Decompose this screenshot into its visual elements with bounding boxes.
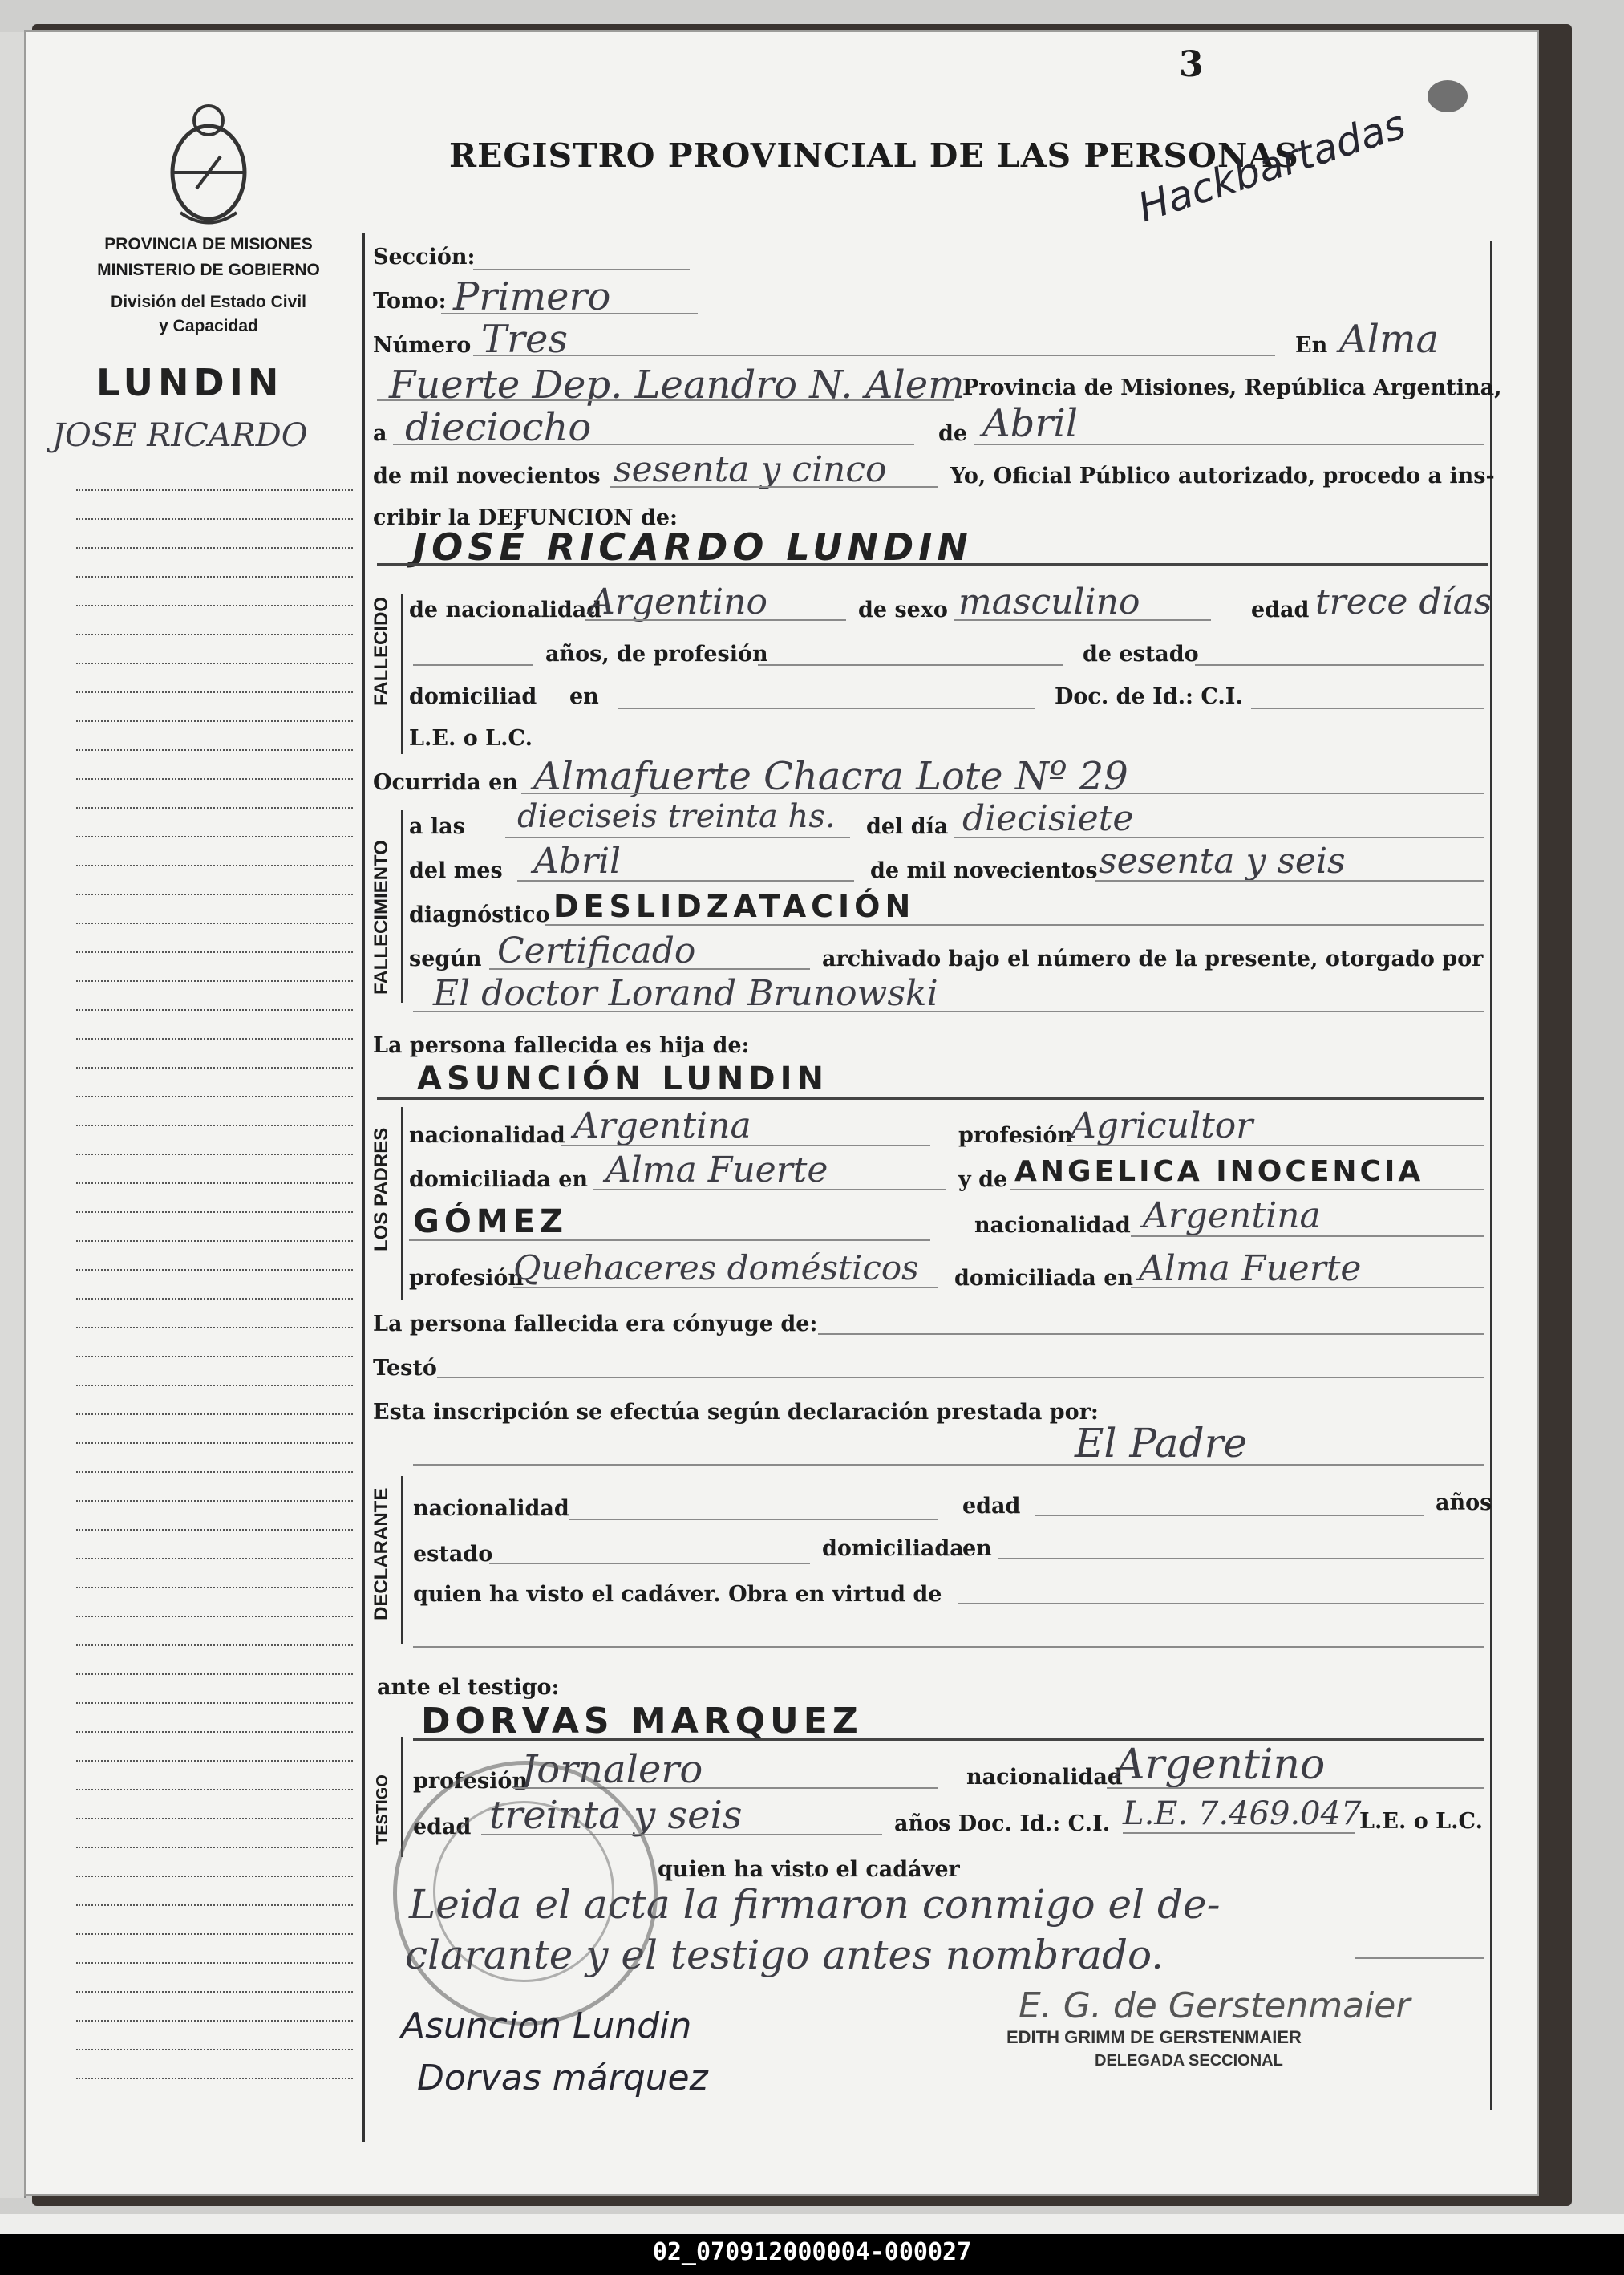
oficial-label: Yo, Oficial Público autorizado, procedo a ins- — [950, 464, 1495, 489]
margin-rule-line — [76, 691, 353, 693]
margin-rule-line — [76, 1616, 353, 1617]
margin-given-names: JOSE RICARDO — [52, 417, 308, 454]
anio-value: sesenta y seis — [1099, 841, 1346, 882]
testigo-doc-value: L.E. 7.469.047 — [1123, 1795, 1362, 1832]
testigo-doc-line — [1123, 1832, 1355, 1834]
margin-rule-line — [76, 1327, 353, 1328]
dia-value: diecisiete — [962, 798, 1134, 839]
page-title: REGISTRO PROVINCIAL DE LAS PERSONAS — [449, 136, 1299, 175]
padres-nacionalidad-label: nacionalidad — [409, 1123, 565, 1148]
domicilio-en-label: en — [569, 684, 599, 709]
margin-rule-line — [76, 1125, 353, 1126]
margin-rule-line — [76, 1298, 353, 1300]
hora-label: a las — [409, 814, 465, 839]
day-line — [393, 444, 914, 445]
segun-label: según — [409, 947, 482, 971]
dia-line — [954, 837, 1484, 838]
mes-label: del mes — [409, 858, 503, 883]
day-value: dieciocho — [405, 405, 592, 450]
margin-rule-line — [76, 1962, 353, 1964]
testigo-name: DORVAS MARQUEZ — [421, 1701, 863, 1742]
declarante-bracket — [401, 1476, 403, 1644]
signature-father: Asuncion Lundin — [401, 2005, 692, 2046]
seccion-line — [473, 269, 690, 270]
year-label: de mil novecientos — [373, 464, 601, 489]
anio-label: de mil novecientos — [870, 858, 1098, 883]
margin-rule-line — [76, 1240, 353, 1242]
margin-rule-line — [76, 1529, 353, 1531]
madre-name1: ANGELICA INOCENCIA — [1014, 1155, 1424, 1188]
margin-rule-line — [76, 1991, 353, 1993]
padres-section: LOS PADRES — [371, 1127, 392, 1251]
ocurrida-line — [521, 793, 1484, 794]
testigo-nacionalidad-value: Argentino — [1115, 1741, 1326, 1789]
margin-rule-line — [76, 1067, 353, 1069]
madre-yde-label: y de — [958, 1167, 1008, 1192]
domicilio-line — [618, 708, 1035, 709]
margin-rule-line — [76, 2049, 353, 2050]
margin-rule-line — [76, 605, 353, 606]
org-province: PROVINCIA DE MISIONES — [104, 235, 313, 253]
margin-rule-line — [76, 1904, 353, 1906]
fallecimiento-section: FALLECIMIENTO — [371, 840, 392, 995]
madre-nacionalidad-label: nacionalidad — [974, 1213, 1131, 1238]
margin-rule-line — [76, 1587, 353, 1588]
margin-rule-line — [76, 1154, 353, 1155]
medico-value: El doctor Lorand Brunowski — [433, 973, 938, 1014]
testigo-doc-label: años Doc. Id.: C.I. — [894, 1811, 1111, 1836]
org-ministry: MINISTERIO DE GOBIERNO — [97, 261, 320, 279]
margin-rule-line — [76, 1702, 353, 1704]
mes-line — [517, 880, 854, 882]
segun-line — [489, 968, 810, 970]
margin-rule-line — [76, 749, 353, 751]
declarante-edad-line — [1035, 1515, 1424, 1516]
testigo-profesion-label: profesión — [413, 1769, 529, 1794]
margin-rule-line — [76, 1500, 353, 1502]
margin-rule-line — [76, 518, 353, 520]
margin-surname: LUNDIN — [96, 361, 284, 404]
madre-domicilio-value: Alma Fuerte — [1139, 1248, 1362, 1289]
padres-domicilio-label: domiciliada en — [409, 1167, 589, 1192]
madre-line1 — [1010, 1189, 1484, 1190]
declarante-line — [413, 1464, 1484, 1466]
padres-profesion-label: profesión — [958, 1123, 1074, 1148]
right-border — [1490, 241, 1492, 2110]
declarante-estado-label: estado — [413, 1542, 493, 1567]
nacionalidad-label: de nacionalidad — [409, 598, 602, 622]
sexo-value: masculino — [958, 582, 1140, 622]
tomo-label: Tomo: — [373, 289, 447, 314]
dia-label: del día — [866, 814, 949, 839]
visto-label: quien ha visto el cadáver. Obra en virtud de — [413, 1582, 942, 1607]
declarante-section: DECLARANTE — [371, 1487, 392, 1620]
inscribir-label: cribir la DEFUNCION de: — [373, 505, 678, 530]
margin-rule-line — [76, 1413, 353, 1415]
virtud-line — [958, 1603, 1484, 1604]
declarante-nacionalidad-line — [569, 1519, 938, 1520]
anios-label: años, de profesión — [545, 642, 768, 667]
testigo-bracket — [401, 1737, 403, 1857]
ocurrida-value: Almafuerte Chacra Lote Nº 29 — [533, 754, 1128, 799]
year-value: sesenta y cinco — [614, 449, 887, 490]
tomo-line — [441, 313, 698, 314]
fallecido-section: FALLECIDO — [371, 597, 392, 706]
diagnostico-label: diagnóstico — [409, 902, 550, 927]
declarante-value: El Padre — [1075, 1420, 1248, 1466]
testigo-profesion-value: Jornalero — [521, 1747, 703, 1792]
le-label: L.E. o L.C. — [409, 726, 533, 751]
place-line2: Fuerte Dep. Leandro N. Alem — [389, 363, 965, 408]
testigo-section: TESTIGO — [374, 1774, 391, 1845]
declarante-domicilio-line — [998, 1558, 1484, 1559]
fallecido-bracket — [401, 594, 403, 754]
testigo-visto-label: quien ha visto el cadáver — [658, 1857, 960, 1882]
testo-line — [437, 1377, 1484, 1378]
medico-line — [413, 1011, 1484, 1012]
tomo-value: Primero — [453, 274, 611, 319]
padres-profesion-value: Agricultor — [1071, 1105, 1253, 1146]
margin-rule-line — [76, 1818, 353, 1819]
margin-rule-line — [76, 1385, 353, 1386]
margin-rule-line — [76, 634, 353, 635]
declarante-nacionalidad-label: nacionalidad — [413, 1496, 569, 1521]
ink-blot — [1428, 80, 1468, 112]
padres-domicilio-value: Alma Fuerte — [605, 1150, 828, 1190]
hora-value: dieciseis treinta hs. — [517, 798, 836, 835]
header-signature: Hackbartadas — [1132, 100, 1411, 231]
estado-line — [1195, 664, 1484, 666]
padre-name: ASUNCIÓN LUNDIN — [417, 1060, 828, 1097]
margin-rule-line — [76, 1471, 353, 1473]
declarante-extra-line — [413, 1646, 1484, 1648]
ocurrida-label: Ocurrida en — [373, 770, 518, 795]
edad-label: edad — [1251, 598, 1310, 622]
conyuge-line — [818, 1333, 1484, 1335]
margin-rule-line — [76, 2020, 353, 2022]
declarante-domiciliada-label: domiciliada — [822, 1536, 964, 1561]
madre-profesion-label: profesión — [409, 1266, 524, 1291]
diagnostico-value: DESLIDZATACIÓN — [553, 889, 916, 924]
margin-column — [52, 0, 353, 2166]
declarante-en-label: en — [962, 1536, 992, 1561]
signature-witness: Dorvas márquez — [417, 2058, 708, 2099]
margin-rule-line — [76, 2078, 353, 2079]
place-line1: Alma — [1339, 317, 1440, 362]
numero-label: Número — [373, 333, 472, 358]
official-seal-title: DELEGADA SECCIONAL — [1095, 2052, 1283, 2070]
margin-rule-line — [76, 980, 353, 982]
margin-rule-line — [76, 865, 353, 866]
padres-intro: La persona fallecida es hija de: — [373, 1033, 750, 1058]
madre-profesion-value: Quehaceres domésticos — [513, 1248, 919, 1288]
image-id: 02_070912000004-000027 — [652, 2238, 972, 2266]
page-edge — [0, 32, 26, 2198]
anios-line — [413, 664, 533, 666]
nacionalidad-value: Argentino — [589, 582, 767, 622]
year-line — [610, 486, 938, 488]
doc-label: Doc. de Id.: C.I. — [1055, 684, 1243, 709]
madre-name2: GÓMEZ — [413, 1203, 568, 1240]
testigo-edad-label: edad — [413, 1815, 472, 1839]
margin-rule-line — [76, 1731, 353, 1733]
margin-rule-line — [76, 807, 353, 809]
declaracion-label: Esta inscripción se efectúa según declaración prestada por: — [373, 1400, 1099, 1425]
en-label: En — [1295, 333, 1328, 358]
padres-nacionalidad-value: Argentina — [573, 1105, 751, 1146]
madre-nacionalidad-value: Argentina — [1143, 1195, 1321, 1236]
margin-rule-line — [76, 663, 353, 664]
anio-line — [1095, 880, 1484, 882]
madre-domicilio-label: domiciliada en — [954, 1266, 1134, 1291]
madre-nacionalidad-line — [1131, 1235, 1484, 1237]
margin-rule-line — [76, 951, 353, 953]
month-value: Abril — [982, 401, 1079, 446]
seccion-label: Sección: — [373, 245, 476, 270]
margin-rule-line — [76, 1182, 353, 1184]
margin-rule-line — [76, 1847, 353, 1848]
declarante-anios-label: años — [1436, 1490, 1492, 1515]
testigo-nacionalidad-label: nacionalidad — [966, 1765, 1123, 1790]
a-label: a — [373, 421, 387, 446]
margin-rule-line — [76, 1009, 353, 1011]
padres-nacionalidad-line — [561, 1145, 930, 1146]
estado-label: de estado — [1083, 642, 1199, 667]
margin-rule-line — [76, 894, 353, 895]
deceased-name: JOSÉ RICARDO LUNDIN — [413, 525, 973, 569]
margin-rule-line — [76, 1876, 353, 1877]
margin-rule-line — [76, 1673, 353, 1675]
padre-line — [377, 1097, 1484, 1100]
profesion-line — [758, 664, 1063, 666]
margin-rule-line — [76, 576, 353, 578]
testigo-edad-value: treinta y seis — [489, 1793, 743, 1838]
padres-bracket — [401, 1107, 403, 1300]
margin-rule-line — [76, 923, 353, 924]
official-seal-name: EDITH GRIMM DE GERSTENMAIER — [1006, 2027, 1302, 2047]
margin-rule-line — [76, 489, 353, 491]
org-division: División del Estado Civil — [111, 293, 306, 311]
sexo-line — [954, 619, 1211, 621]
cierre-line1: Leida el acta la firmaron conmigo el de- — [409, 1881, 1221, 1928]
padres-domicilio-line — [593, 1189, 946, 1190]
place-line — [377, 399, 954, 401]
numero-line — [473, 355, 1275, 356]
margin-rule-line — [76, 1558, 353, 1559]
margin-rule-line — [76, 1211, 353, 1213]
margin-rule-line — [76, 1789, 353, 1790]
page-number: 3 — [1179, 44, 1204, 85]
madre-profesion-line — [513, 1287, 938, 1288]
mes-value: Abril — [533, 841, 622, 882]
testigo-intro: ante el testigo: — [377, 1675, 560, 1700]
declarante-estado-line — [489, 1563, 810, 1564]
margin-rule-line — [76, 547, 353, 549]
cierre-line2: clarante y el testigo antes nombrado. — [405, 1932, 1164, 1978]
padres-profesion-line — [1067, 1145, 1484, 1146]
month-line — [974, 444, 1484, 445]
margin-rule-line — [76, 1096, 353, 1097]
diagnostico-line — [545, 924, 1484, 926]
signature-official: E. G. de Gerstenmaier — [1019, 1985, 1411, 2026]
nacionalidad-line — [585, 619, 846, 621]
testigo-nacionalidad-line — [1107, 1787, 1484, 1789]
numero-value: Tres — [481, 317, 568, 362]
testo-label: Testó — [373, 1356, 437, 1381]
madre-domicilio-line — [1131, 1287, 1484, 1288]
column-divider — [362, 233, 365, 2142]
declarante-edad-label: edad — [962, 1494, 1021, 1519]
testigo-le-label: L.E. o L.C. — [1359, 1809, 1483, 1834]
margin-rule-line — [76, 1760, 353, 1762]
province-label: Provincia de Misiones, República Argentina, — [962, 375, 1502, 400]
official-stamp-inner — [433, 1801, 614, 1982]
org-capacidad: y Capacidad — [159, 317, 258, 335]
margin-rule-line — [76, 1644, 353, 1646]
cierre-line — [1355, 1957, 1484, 1959]
margin-rule-line — [76, 1269, 353, 1271]
fallecimiento-bracket — [401, 810, 403, 1003]
archivado-label: archivado bajo el número de la presente, otorgado por — [822, 947, 1484, 971]
hora-line — [505, 837, 850, 838]
margin-rule-line — [76, 778, 353, 780]
margin-rule-line — [76, 836, 353, 837]
margin-rule-line — [76, 720, 353, 722]
domicilio-label: domiciliad — [409, 684, 537, 709]
margin-rule-line — [76, 1442, 353, 1444]
de-label: de — [938, 421, 968, 446]
margin-rule-line — [76, 1356, 353, 1357]
doc-line — [1251, 708, 1484, 709]
madre-line2 — [409, 1239, 930, 1241]
segun-value: Certificado — [497, 931, 696, 971]
margin-rule-line — [76, 1038, 353, 1040]
name-line — [377, 563, 1488, 566]
sexo-label: de sexo — [858, 598, 948, 622]
conyuge-label: La persona fallecida era cónyuge de: — [373, 1312, 818, 1336]
margin-rule-line — [76, 1933, 353, 1935]
edad-value: trece días — [1315, 582, 1492, 622]
